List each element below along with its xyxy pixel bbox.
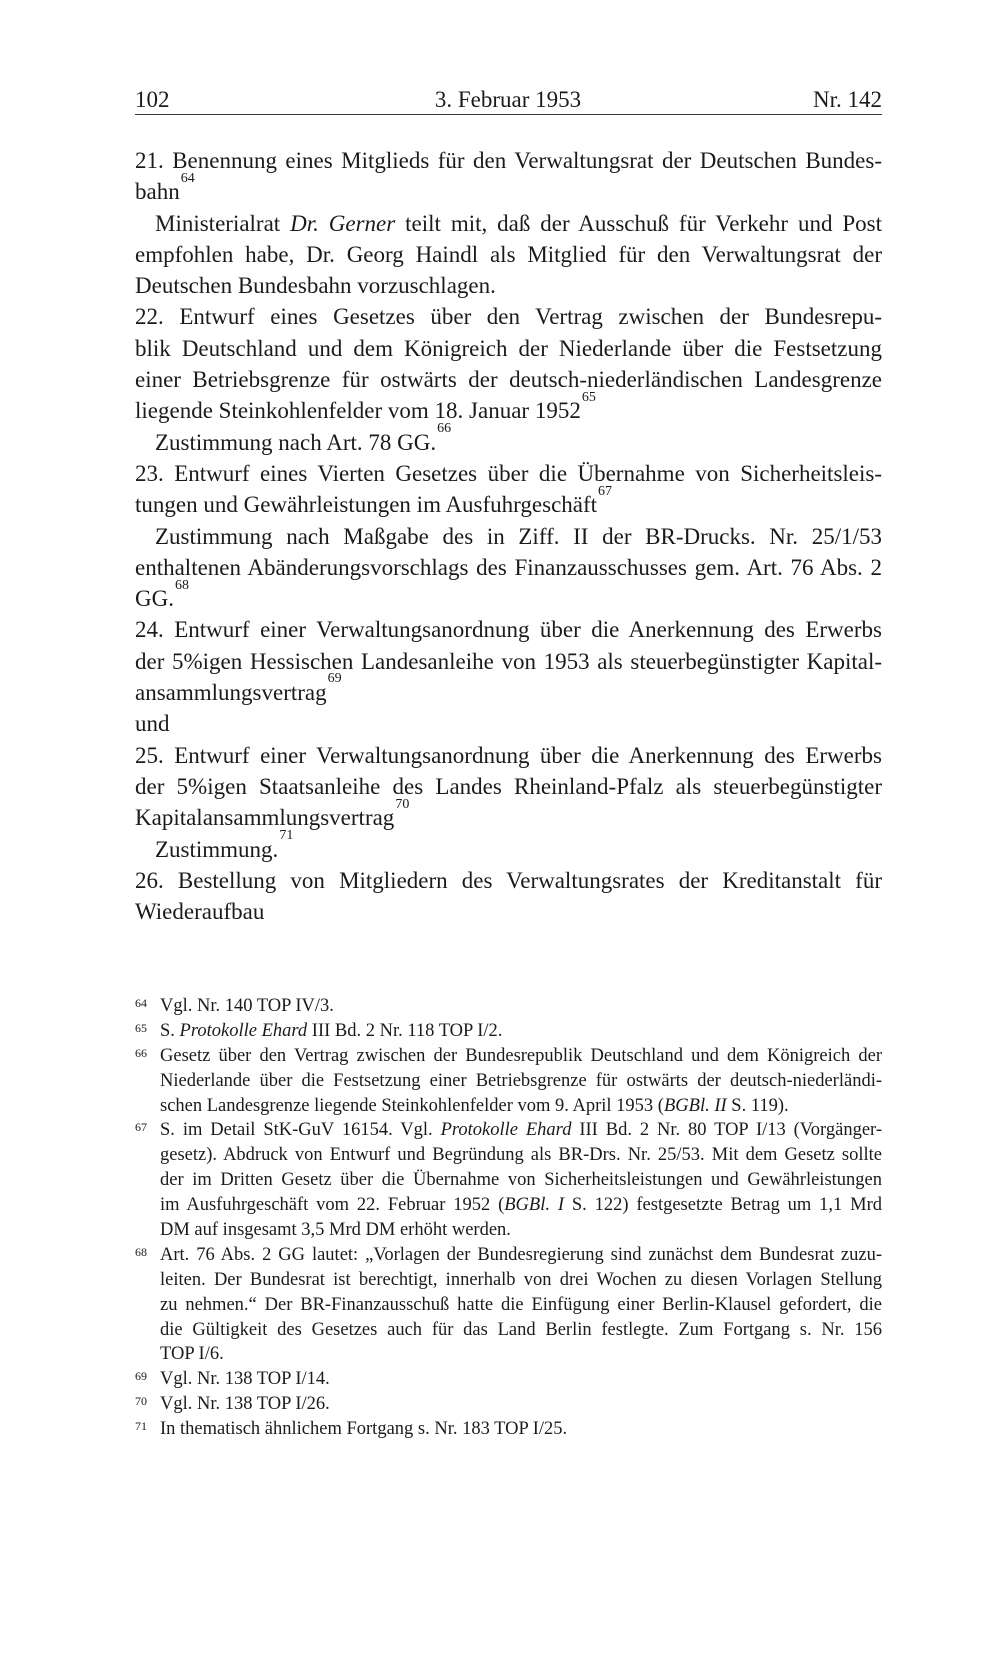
footnote-line: Vgl. Nr. 138 TOP I/26. — [160, 1394, 330, 1415]
line-text: Kapitalansammlungsvertrag — [135, 805, 395, 831]
footnote-line: die Gültigkeit des Gesetzes auch für das Land Berlin festlegte. Zum Fortgang s. Nr. 156 — [160, 1319, 882, 1340]
header-rule — [135, 114, 882, 115]
footnote-number: 71 — [135, 1419, 147, 1434]
person-name: Dr. Gerner — [290, 210, 396, 236]
item-23-heading-line-2 — [135, 483, 882, 520]
line-text: S. 119). — [726, 1095, 789, 1116]
footnote-line — [160, 1118, 882, 1143]
footnote-line: TOP I/6. — [160, 1344, 224, 1365]
footnote-number: 70 — [135, 1394, 147, 1409]
item-24-heading-line-2: der 5%igen Hessischen Landesanleihe von 1953 als steuerbegünstigter Kapital- — [135, 648, 882, 674]
footnote-68 — [135, 1243, 882, 1367]
item-21-text-line-3: Deutschen Bundesbahn vorzuschlagen. — [135, 273, 496, 299]
footnote-line: zu nehmen.“ Der BR-Finanzausschuß hatte die Einfügung einer Berlin-Klausel gefordert, die — [160, 1294, 882, 1315]
item-24-heading-line-3 — [135, 671, 882, 708]
footnote-71 — [135, 1417, 882, 1442]
footnote-ref: 69 — [327, 671, 342, 687]
item-23-resolution-line-1: Zustimmung nach Maßgabe des in Ziff. II der BR-Drucks. Nr. 25/1/53 — [155, 523, 882, 549]
source-title: Protokolle Ehard — [179, 1020, 308, 1041]
footnote-line — [160, 1019, 882, 1044]
header-issue-number: Nr. 142 — [813, 87, 882, 112]
footnote-64 — [135, 994, 882, 1019]
footnote-ref: 65 — [581, 389, 596, 405]
conjunction: und — [135, 711, 170, 737]
line-text: S. — [160, 1020, 180, 1041]
item-22-heading-line-2: blik Deutschland und dem Königreich der Niederlande über die Festsetzung — [135, 335, 882, 361]
item-22-heading-line-1: 22. Entwurf eines Gesetzes über den Vertrag zwischen der Bundesrepu- — [135, 304, 882, 330]
footnote-number: 69 — [135, 1369, 147, 1384]
item-21-text-line-2: empfohlen habe, Dr. Georg Haindl als Mitglied für den Verwaltungsrat der — [135, 241, 882, 267]
footnote-ref: 67 — [598, 483, 613, 499]
line-text: liegende Steinkohlenfelder vom 18. Januar 1952 — [135, 398, 581, 424]
footnote-number: 67 — [135, 1120, 147, 1135]
item-23-resolution-line-2: enthaltenen Abänderungsvorschlags des Finanzausschusses gem. Art. 76 Abs. 2 — [135, 554, 882, 580]
footnote-line: Vgl. Nr. 140 TOP IV/3. — [160, 996, 334, 1016]
item-25-heading-line-1: 25. Entwurf einer Verwaltungsanordnung über die Anerkennung des Erwerbs — [135, 742, 882, 768]
footnote-line: Art. 76 Abs. 2 GG lautet: „Vorlagen der Bundesregierung sind zunächst dem Bundesrat zuzu- — [160, 1244, 882, 1265]
line-text: im Ausfuhrgeschäft vom 22. Februar 1952 ( — [160, 1195, 505, 1216]
item-25-heading-line-2: der 5%igen Staatsanleihe des Landes Rheinland-Pfalz als steuerbegünstigter — [135, 773, 882, 799]
footnote-number: 68 — [135, 1244, 147, 1259]
source-title: BGBl. I — [504, 1195, 564, 1216]
footnote-line: Vgl. Nr. 138 TOP I/14. — [160, 1369, 330, 1390]
footnote-67 — [135, 1118, 882, 1242]
line-text: Ministerialrat — [155, 210, 291, 236]
footnote-number: 64 — [135, 996, 147, 1010]
item-23-resolution-line-3 — [135, 577, 882, 614]
body-text — [135, 145, 882, 927]
item-23-heading-line-1: 23. Entwurf eines Vierten Gesetzes über die Übernahme von Sicherheitsleis- — [135, 460, 882, 486]
footnote-line — [160, 1193, 882, 1218]
line-text: teilt mit, daß der Ausschuß für Verkehr und Post — [395, 210, 882, 236]
line-text: ansammlungsvertrag — [135, 680, 327, 706]
footnote-line: gesetz). Abdruck von Entwurf und Begründung als BR-Drs. Nr. 25/53. Mit dem Gesetz sollte — [160, 1145, 882, 1166]
footnote-ref: 68 — [174, 577, 189, 593]
line-text: GG. — [135, 586, 174, 612]
footnote-ref: 71 — [279, 827, 294, 843]
line-text: Zustimmung nach Art. 78 GG. — [155, 429, 437, 455]
item-24-heading-line-1: 24. Entwurf einer Verwaltungsanordnung über die Anerkennung des Erwerbs — [135, 617, 882, 643]
footnote-line: leiten. Der Bundesrat ist berechtigt, innerhalb von drei Wochen zu diesen Vorlagen Stellung — [160, 1269, 882, 1290]
item-22-heading-line-3: einer Betriebsgrenze für ostwärts der deutsch-niederländischen Landesgrenze — [135, 367, 882, 393]
line-text: III Bd. 2 Nr. 80 TOP I/13 (Vorgänger- — [571, 1120, 882, 1141]
item-21-heading-line-1: 21. Benennung eines Mitglieds für den Verwaltungsrat der Deutschen Bundes- — [135, 148, 882, 173]
footnote-70 — [135, 1392, 882, 1417]
footnote-line: der im Dritten Gesetz über die Übernahme von Sicherheitsleistungen und Gewährleistungen — [160, 1170, 882, 1191]
footnote-line: Niederlande über die Festsetzung einer Betriebsgrenze für ostwärts der deutsch-niederländi- — [160, 1070, 882, 1091]
header-date: 3. Februar 1953 — [434, 87, 582, 112]
footnote-ref: 66 — [437, 421, 452, 437]
footnotes — [135, 994, 882, 1442]
footnote-69 — [135, 1367, 882, 1392]
footnote-ref: 64 — [180, 170, 195, 186]
footnote-number: 65 — [135, 1020, 147, 1035]
item-24-25-resolution — [135, 827, 882, 865]
footnote-line: DM auf insgesamt 3,5 Mrd DM erhöht werden. — [160, 1220, 511, 1241]
line-text: S. 122) festgesetzte Betrag um 1,1 Mrd — [564, 1195, 883, 1216]
footnote-65 — [135, 1019, 882, 1044]
footnote-line — [160, 1094, 882, 1119]
footnote-66 — [135, 1044, 882, 1119]
line-text: schen Landesgrenze liegende Steinkohlenfelder vom 9. April 1953 ( — [160, 1095, 664, 1116]
item-25-heading-line-3 — [135, 796, 882, 833]
item-26-heading-line-1: 26. Bestellung von Mitgliedern des Verwaltungsrates der Kreditanstalt für — [135, 867, 882, 893]
footnote-line: Gesetz über den Vertrag zwischen der Bundesrepublik Deutschland und dem Königreich der — [160, 1045, 882, 1066]
source-title: Protokolle Ehard — [440, 1120, 572, 1141]
line-text: S. im Detail StK-GuV 16154. Vgl. — [160, 1120, 441, 1141]
line-text: III Bd. 2 Nr. 118 TOP I/2. — [307, 1020, 503, 1041]
footnote-number: 66 — [135, 1045, 147, 1060]
footnote-line: In thematisch ähnlichem Fortgang s. Nr. 183 TOP I/25. — [160, 1419, 568, 1440]
source-title: BGBl. II — [663, 1095, 727, 1116]
item-21-text-line-1 — [135, 208, 882, 239]
item-22-heading-line-4 — [135, 389, 882, 426]
page-number: 102 — [135, 87, 170, 112]
line-text: tungen und Gewährleistungen im Ausfuhrgeschäft — [135, 492, 598, 518]
line-text: Zustimmung. — [155, 836, 279, 862]
footnote-ref: 70 — [395, 796, 410, 812]
item-21-heading-line-2 — [135, 170, 882, 207]
item-22-resolution — [135, 421, 882, 458]
item-26-heading-line-2: Wiederaufbau — [135, 899, 265, 925]
line-text: bahn — [135, 179, 180, 205]
